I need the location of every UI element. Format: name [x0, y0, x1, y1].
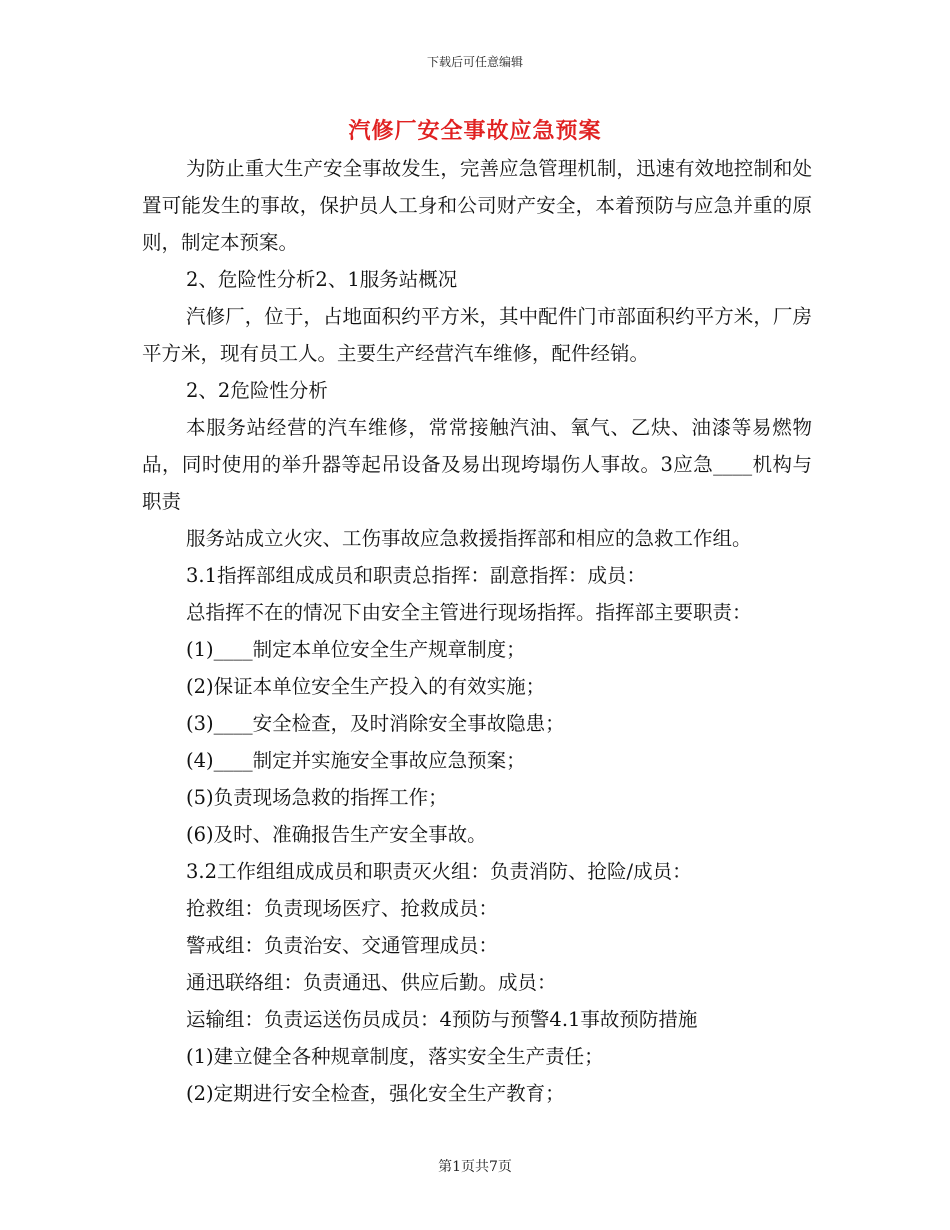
list-item-3: (3)____安全检查，及时消除安全事故隐患；	[186, 712, 565, 735]
prevention-item-2: (2)定期进行安全检查，强化安全生产教育；	[186, 1082, 565, 1105]
paragraph-command-setup: 服务站成立火灾、工伤事故应急救援指挥部和相应的急救工作组。	[186, 527, 752, 550]
list-item-6: (6)及时、准确报告生产安全事故。	[186, 823, 487, 846]
page-number: 第1页共7页	[438, 1159, 512, 1175]
paragraph-hazard-analysis: 本服务站经营的汽车维修，常常接触汽油、氧气、乙炔、油漆等易燃物品，同时使用的举升器等起吊设备及易出现垮塌伤人事故。3应急____机构与职责	[142, 416, 812, 513]
paragraph-station-overview: 汽修厂，位于，占地面积约平方米，其中配件门市部面积约平方米，厂房平方米，现有员工人。主要生产经营汽车维修，配件经销。	[142, 305, 812, 365]
page-header: 下载后可任意编辑	[426, 55, 523, 69]
section-heading-2-1: 2、危险性分析2、1服务站概况	[186, 268, 458, 291]
prevention-item-1: (1)建立健全各种规章制度，落实安全生产责任；	[186, 1045, 604, 1068]
list-item-4: (4)____制定并实施安全事故应急预案；	[186, 749, 526, 772]
paragraph-intro: 为防止重大生产安全事故发生，完善应急管理机制，迅速有效地控制和处置可能发生的事故，保护员人工身和公司财产安全，本着预防与应急并重的原则，制定本预案。	[142, 157, 812, 254]
group-communication: 通迅联络组：负责通迅、供应后勤。成员：	[186, 971, 557, 994]
list-item-2: (2)保证本单位安全生产投入的有效实施；	[186, 675, 546, 698]
document-body	[142, 150, 812, 1112]
group-guard: 警戒组：负责治安、交通管理成员：	[186, 934, 499, 957]
group-transport: 运输组：负责运送伤员成员：4预防与预警4.1事故预防措施	[186, 1008, 698, 1031]
section-heading-3-1: 3.1指挥部组成成员和职责总指挥：副意指挥：成员：	[186, 564, 647, 587]
group-rescue: 抢救组：负责现场医疗、抢救成员：	[186, 897, 499, 920]
paragraph-command-duties: 总指挥不在的情况下由安全主管进行现场指挥。指挥部主要职责：	[186, 601, 752, 624]
section-heading-2-2: 2、2危险性分析	[186, 379, 328, 402]
list-item-1: (1)____制定本单位安全生产规章制度；	[186, 638, 526, 661]
section-heading-3-2: 3.2工作组组成成员和职责灭火组：负责消防、抢险/成员：	[186, 860, 692, 883]
list-item-5: (5)负责现场急救的指挥工作；	[186, 786, 448, 809]
document-title: 汽修厂安全事故应急预案	[348, 118, 602, 144]
